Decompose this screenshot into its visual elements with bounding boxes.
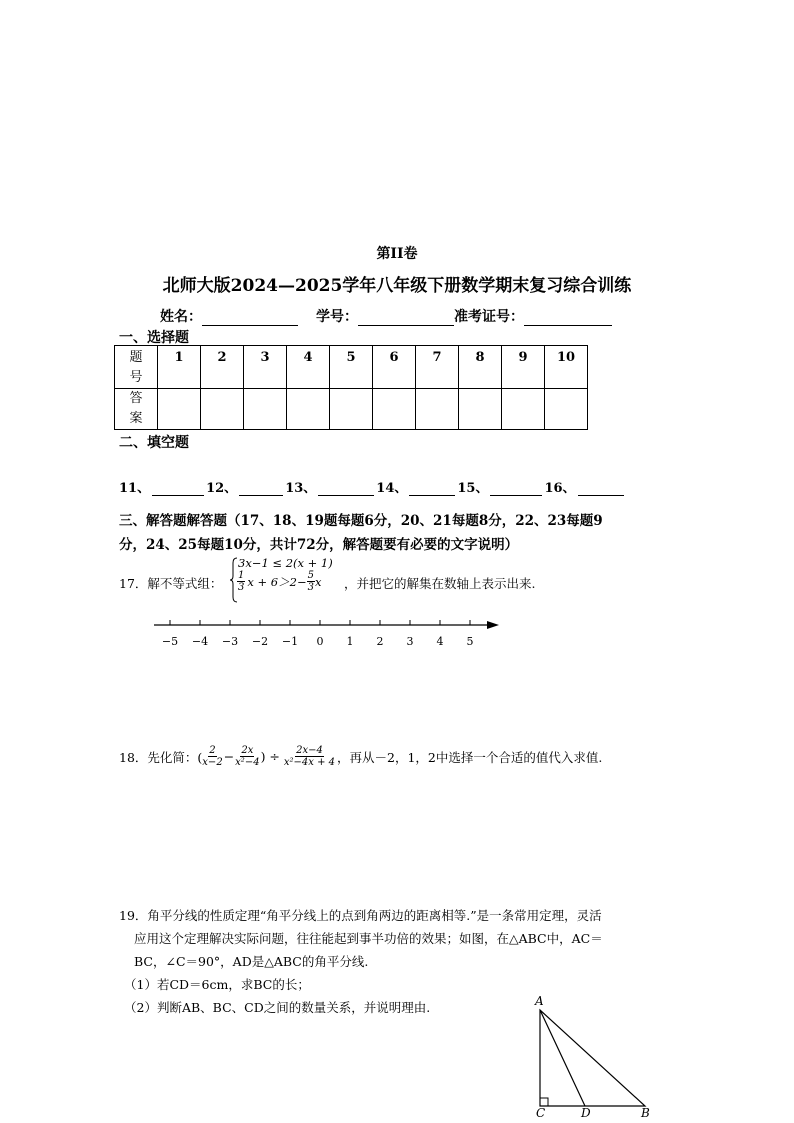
number-line-tick-label: −5 [161, 635, 179, 648]
section-solve-line: 三、解答题解答题（17、18、19题每题6分，20、21每题8分，22、23每题9 [119, 513, 603, 529]
q18-suffix: ，再从－2，1，2中选择一个合适的值代入求值. [337, 749, 603, 765]
answer-cell[interactable] [502, 389, 545, 430]
q19-part-2: （2）判断AB、BC、CD之间的数量关系，并说明理由. [124, 1000, 431, 1015]
number-line-tick-label: −3 [221, 635, 239, 648]
fill-number: 11、 [119, 481, 151, 496]
fill-blank[interactable] [409, 481, 455, 496]
fill-blank[interactable] [239, 481, 283, 496]
fraction: $\frac{2x}{\text{x²−4}}$ [235, 745, 260, 768]
system-brace [230, 557, 236, 603]
triangle-figure [528, 994, 658, 1120]
answer-cell[interactable] [459, 389, 502, 430]
question-number-cell: 10 [545, 346, 588, 389]
question-number-cell: 8 [459, 346, 502, 389]
question-number-cell: 3 [244, 346, 287, 389]
number-line-tick-label: −1 [281, 635, 299, 648]
exam-id-label: 准考证号： [454, 309, 524, 325]
row-header-answer: 答 案 [115, 389, 158, 430]
answer-cell[interactable] [287, 389, 330, 430]
answer-cell[interactable] [244, 389, 287, 430]
answer-cell[interactable] [416, 389, 459, 430]
answer-cell[interactable] [330, 389, 373, 430]
fill-blank[interactable] [578, 481, 624, 496]
fill-blank[interactable] [152, 481, 204, 496]
q17-inequality-1: 3x−1 ≤ 2(x + 1) [238, 556, 333, 570]
fraction: $\frac{5}{3}$ [307, 570, 314, 593]
fill-number: 16、 [544, 481, 576, 496]
number-line-tick-label: 1 [346, 635, 354, 648]
fraction: $\frac{2x-4}{\text{x²−4x + 4}}$ [283, 745, 336, 768]
bisector-ad [540, 1010, 585, 1106]
number-label: 学号： [316, 309, 358, 325]
triangle-abc [540, 1010, 645, 1106]
fill-number: 14、 [376, 481, 408, 496]
volume-label: 第II卷 [376, 246, 418, 262]
number-line-tick-label: 3 [406, 635, 414, 648]
answer-cell[interactable] [201, 389, 244, 430]
question-number-cell: 9 [502, 346, 545, 389]
question-number-cell: 1 [158, 346, 201, 389]
answer-cell[interactable] [545, 389, 588, 430]
section-solve-heading [119, 509, 679, 557]
section-fill-heading: 二、填空题 [119, 435, 189, 451]
student-info-fields [160, 306, 612, 326]
number-line [154, 617, 504, 649]
number-line-tick-label: 4 [436, 635, 444, 648]
label-d: D [581, 1106, 591, 1120]
answer-cell[interactable] [158, 389, 201, 430]
question-number-cell: 6 [373, 346, 416, 389]
row-header-number: 题 号 [115, 346, 158, 389]
number-line-tick-label: −2 [251, 635, 269, 648]
q17-prefix: 17．解不等式组： [119, 576, 223, 591]
fraction: $\frac{2}{x-2}$ [202, 745, 223, 768]
label-c: C [536, 1106, 546, 1120]
section-choice-heading: 一、选择题 [119, 330, 189, 346]
page-title: 北师大版2024—2025学年八年级下册数学期末复习综合训练 [162, 276, 632, 296]
table-row [115, 346, 588, 389]
question-number-cell: 5 [330, 346, 373, 389]
answer-table [114, 345, 588, 430]
q19-part-1: （1）若CD＝6cm，求BC的长； [124, 977, 310, 992]
q17-inequality-2: $\frac{1}{3}$ x + 6＞2− $\frac{5}{3}$ x [238, 570, 322, 593]
right-angle-mark [540, 1098, 548, 1106]
divide-sign: ) ÷ [260, 749, 280, 764]
q19-line: 19．角平分线的性质定理“角平分线上的点到角两边的距离相等.”是一条常用定理，灵活 [119, 908, 602, 923]
q19-line: 应用这个定理解决实际问题，往往能起到事半功倍的效果；如图，在△ABC中，AC＝ [134, 931, 603, 946]
table-row [115, 389, 588, 430]
fill-blank[interactable] [318, 481, 374, 496]
question-number-cell: 2 [201, 346, 244, 389]
number-line-tick-label: 0 [316, 635, 324, 648]
number-line-tick-label: 5 [466, 635, 474, 648]
fill-blank-row [119, 477, 626, 496]
fill-number: 12、 [206, 481, 238, 496]
fill-number: 13、 [285, 481, 317, 496]
name-blank[interactable] [202, 310, 298, 326]
label-a: A [535, 994, 544, 1008]
q18-prefix: 18．先化简：( [119, 749, 203, 765]
number-line-tick-label: 2 [376, 635, 384, 648]
fill-blank[interactable] [490, 481, 542, 496]
minus-sign: − [223, 749, 235, 764]
q19-line: BC，∠C＝90°，AD是△ABC的角平分线. [134, 954, 369, 969]
section-solve-line: 分，24、25每题10分，共计72分，解答题要有必要的文字说明） [119, 537, 519, 553]
fill-number: 15、 [457, 481, 489, 496]
q17-suffix: ，并把它的解集在数轴上表示出来. [344, 576, 536, 591]
answer-cell[interactable] [373, 389, 416, 430]
number-line-arrow [487, 621, 499, 629]
fraction: $\frac{1}{3}$ [238, 570, 245, 593]
number-blank[interactable] [358, 310, 454, 326]
question-number-cell: 7 [416, 346, 459, 389]
exam-id-blank[interactable] [524, 310, 612, 326]
name-label: 姓名： [160, 309, 202, 325]
question-number-cell: 4 [287, 346, 330, 389]
number-line-tick-label: −4 [191, 635, 209, 648]
label-b: B [641, 1106, 650, 1120]
q18 [119, 745, 602, 768]
